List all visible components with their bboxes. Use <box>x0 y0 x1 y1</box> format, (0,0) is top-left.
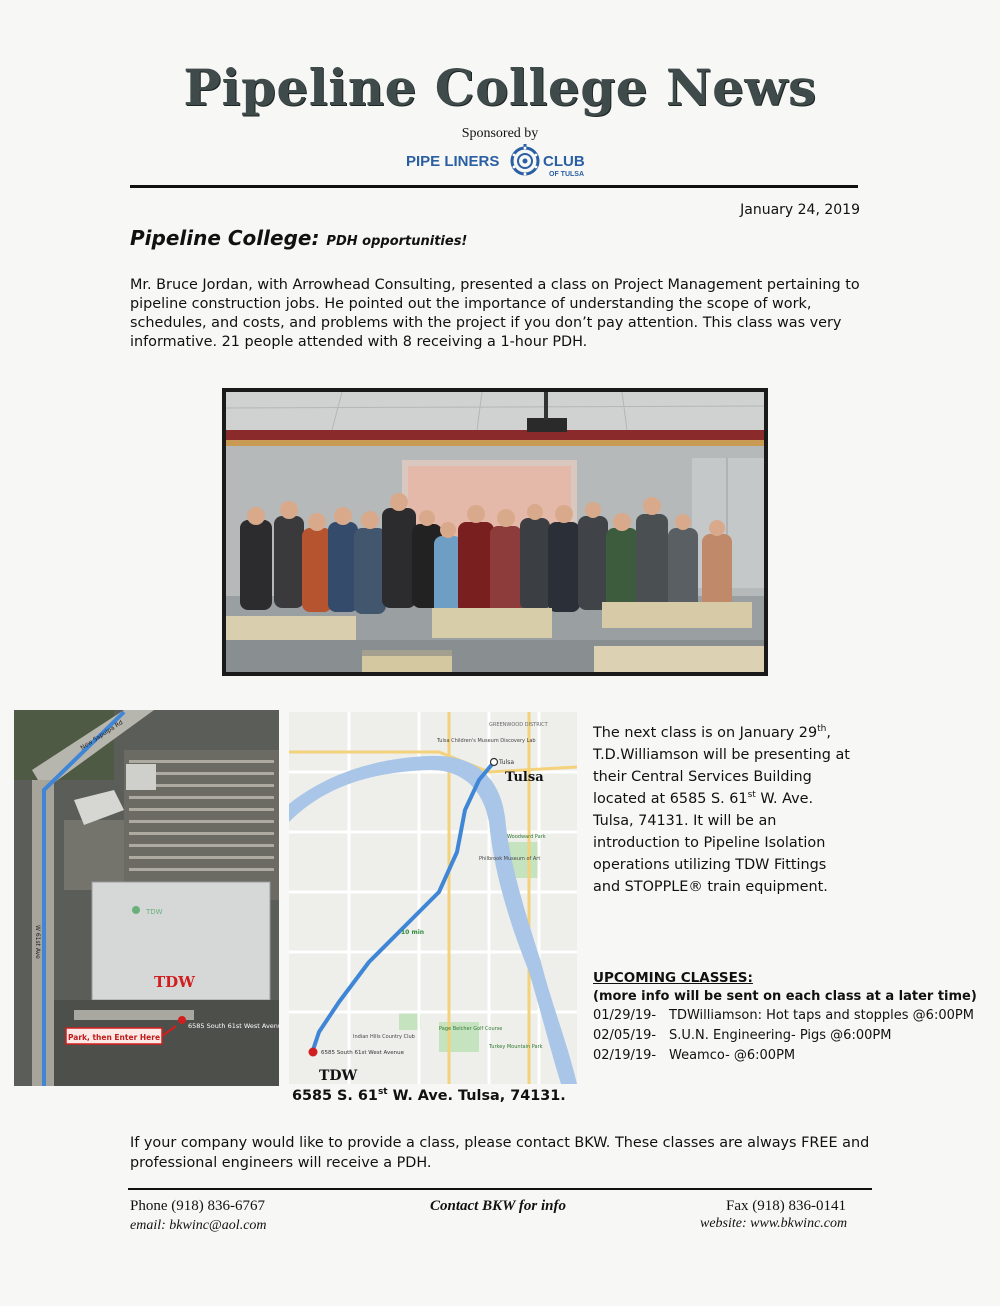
map-city-label: Tulsa <box>505 770 544 785</box>
aerial-site-map <box>14 710 279 1086</box>
tdw-building-label: TDW <box>154 973 196 991</box>
class-row <box>593 1028 891 1043</box>
next-class-line-6: introduction to Pipeline Isolation <box>593 835 826 851</box>
pipe-liners-club-logo <box>404 142 594 184</box>
address-pin-label: 6585 South 61st West Avenue <box>188 1022 279 1030</box>
sponsored-by-label: Sponsored by <box>461 126 539 141</box>
class-desc: TDWilliamson: Hot taps and stopples @6:00PM <box>669 1008 974 1023</box>
poi-discovery-lab: Tulsa Children's Museum Discovery Lab <box>437 738 536 744</box>
caption-b: W. Ave. Tulsa, 74131. <box>387 1088 566 1104</box>
next-class-line-4: located at 6585 S. 61st W. Ave. <box>593 790 814 807</box>
next-class-line-5: Tulsa, 74131. It will be an <box>593 813 777 829</box>
building-label: TDW <box>146 908 163 916</box>
caption-a: 6585 S. 61 <box>292 1088 378 1104</box>
header-rule <box>130 185 858 188</box>
poi-page-belcher: Page Belcher Golf Course <box>439 1026 503 1032</box>
class-group-photo <box>222 388 768 676</box>
class-row <box>593 1008 974 1023</box>
class-date: 01/29/19- <box>593 1008 657 1023</box>
class-row <box>593 1048 795 1063</box>
intro-paragraph: Mr. Bruce Jordan, with Arrowhead Consulting, presented a class on Project Management pertaining to pipeline construction jobs. He pointed out the importance of understanding the scope of work, schedules, and costs, and problems with the project if you don’t pay attention. This class was very informative. 21 people attended with 8 receiving a 1-hour PDH. <box>130 277 860 350</box>
next-class-line-2: T.D.Williamson will be presenting at <box>593 747 850 763</box>
valve-wheel-icon <box>508 144 542 182</box>
caption-sup: st <box>377 1087 388 1098</box>
map-dest-label: TDW <box>319 1068 358 1084</box>
closing-paragraph: If your company would like to provide a class, please contact BKW. These classes are always FREE and professional engineers will receive a PDH. <box>130 1135 870 1171</box>
headline-main: Pipeline College: <box>130 226 320 250</box>
class-date: 02/05/19- <box>593 1028 657 1043</box>
map-dest-pin: 6585 South 61st West Avenue <box>321 1050 404 1056</box>
footer-contact: Contact BKW for info <box>430 1198 567 1214</box>
logo-text-right: CLUB <box>543 153 585 170</box>
masthead-title: Pipeline College News <box>183 58 817 117</box>
article-headline <box>130 226 467 250</box>
upcoming-classes-note: (more info will be sent on each class at a later time) <box>593 989 977 1004</box>
park-callout: Park, then Enter Here <box>67 1033 161 1042</box>
district-label: GREENWOOD DISTRICT <box>489 722 548 728</box>
footer-email: email: bkwinc@aol.com <box>130 1218 267 1233</box>
poi-philbrook: Philbrook Museum of Art <box>479 856 541 862</box>
next-class-line-7: operations utilizing TDW Fittings <box>593 857 827 873</box>
route-map <box>289 712 577 1084</box>
issue-date: January 24, 2019 <box>740 202 860 218</box>
next-class-announcement <box>593 722 883 898</box>
road-label-sapulpa: New Sapulpa Rd <box>79 719 125 752</box>
logo-subtext: OF TULSA <box>549 171 584 178</box>
upcoming-classes-title: UPCOMING CLASSES: <box>593 970 753 986</box>
map-caption <box>292 1088 566 1104</box>
headline-sub: PDH opportunities! <box>326 234 468 249</box>
footer-rule <box>128 1188 872 1190</box>
road-label-61st: W 61st Ave <box>34 925 41 959</box>
footer-phone: Phone (918) 836-6767 <box>130 1198 265 1214</box>
logo-text-left: PIPE LINERS <box>406 153 500 170</box>
class-date: 02/19/19- <box>593 1048 657 1063</box>
class-desc: Weamco- @6:00PM <box>669 1048 796 1063</box>
map-city-pin: Tulsa <box>499 759 515 766</box>
poi-turkey-mountain: Turkey Mountain Park <box>489 1044 543 1050</box>
footer-fax: Fax (918) 836-0141 <box>726 1198 846 1214</box>
next-class-line-1: The next class is on January 29th, <box>593 724 831 741</box>
poi-woodward: Woodward Park <box>507 834 546 840</box>
class-desc: S.U.N. Engineering- Pigs @6:00PM <box>669 1028 892 1043</box>
footer-website: website: www.bkwinc.com <box>700 1216 848 1231</box>
next-class-line-3: their Central Services Building <box>593 769 812 785</box>
route-duration: 10 min <box>401 929 425 936</box>
next-class-line-8: and STOPPLE® train equipment. <box>593 879 828 895</box>
poi-indian-hills: Indian Hills Country Club <box>353 1034 415 1040</box>
